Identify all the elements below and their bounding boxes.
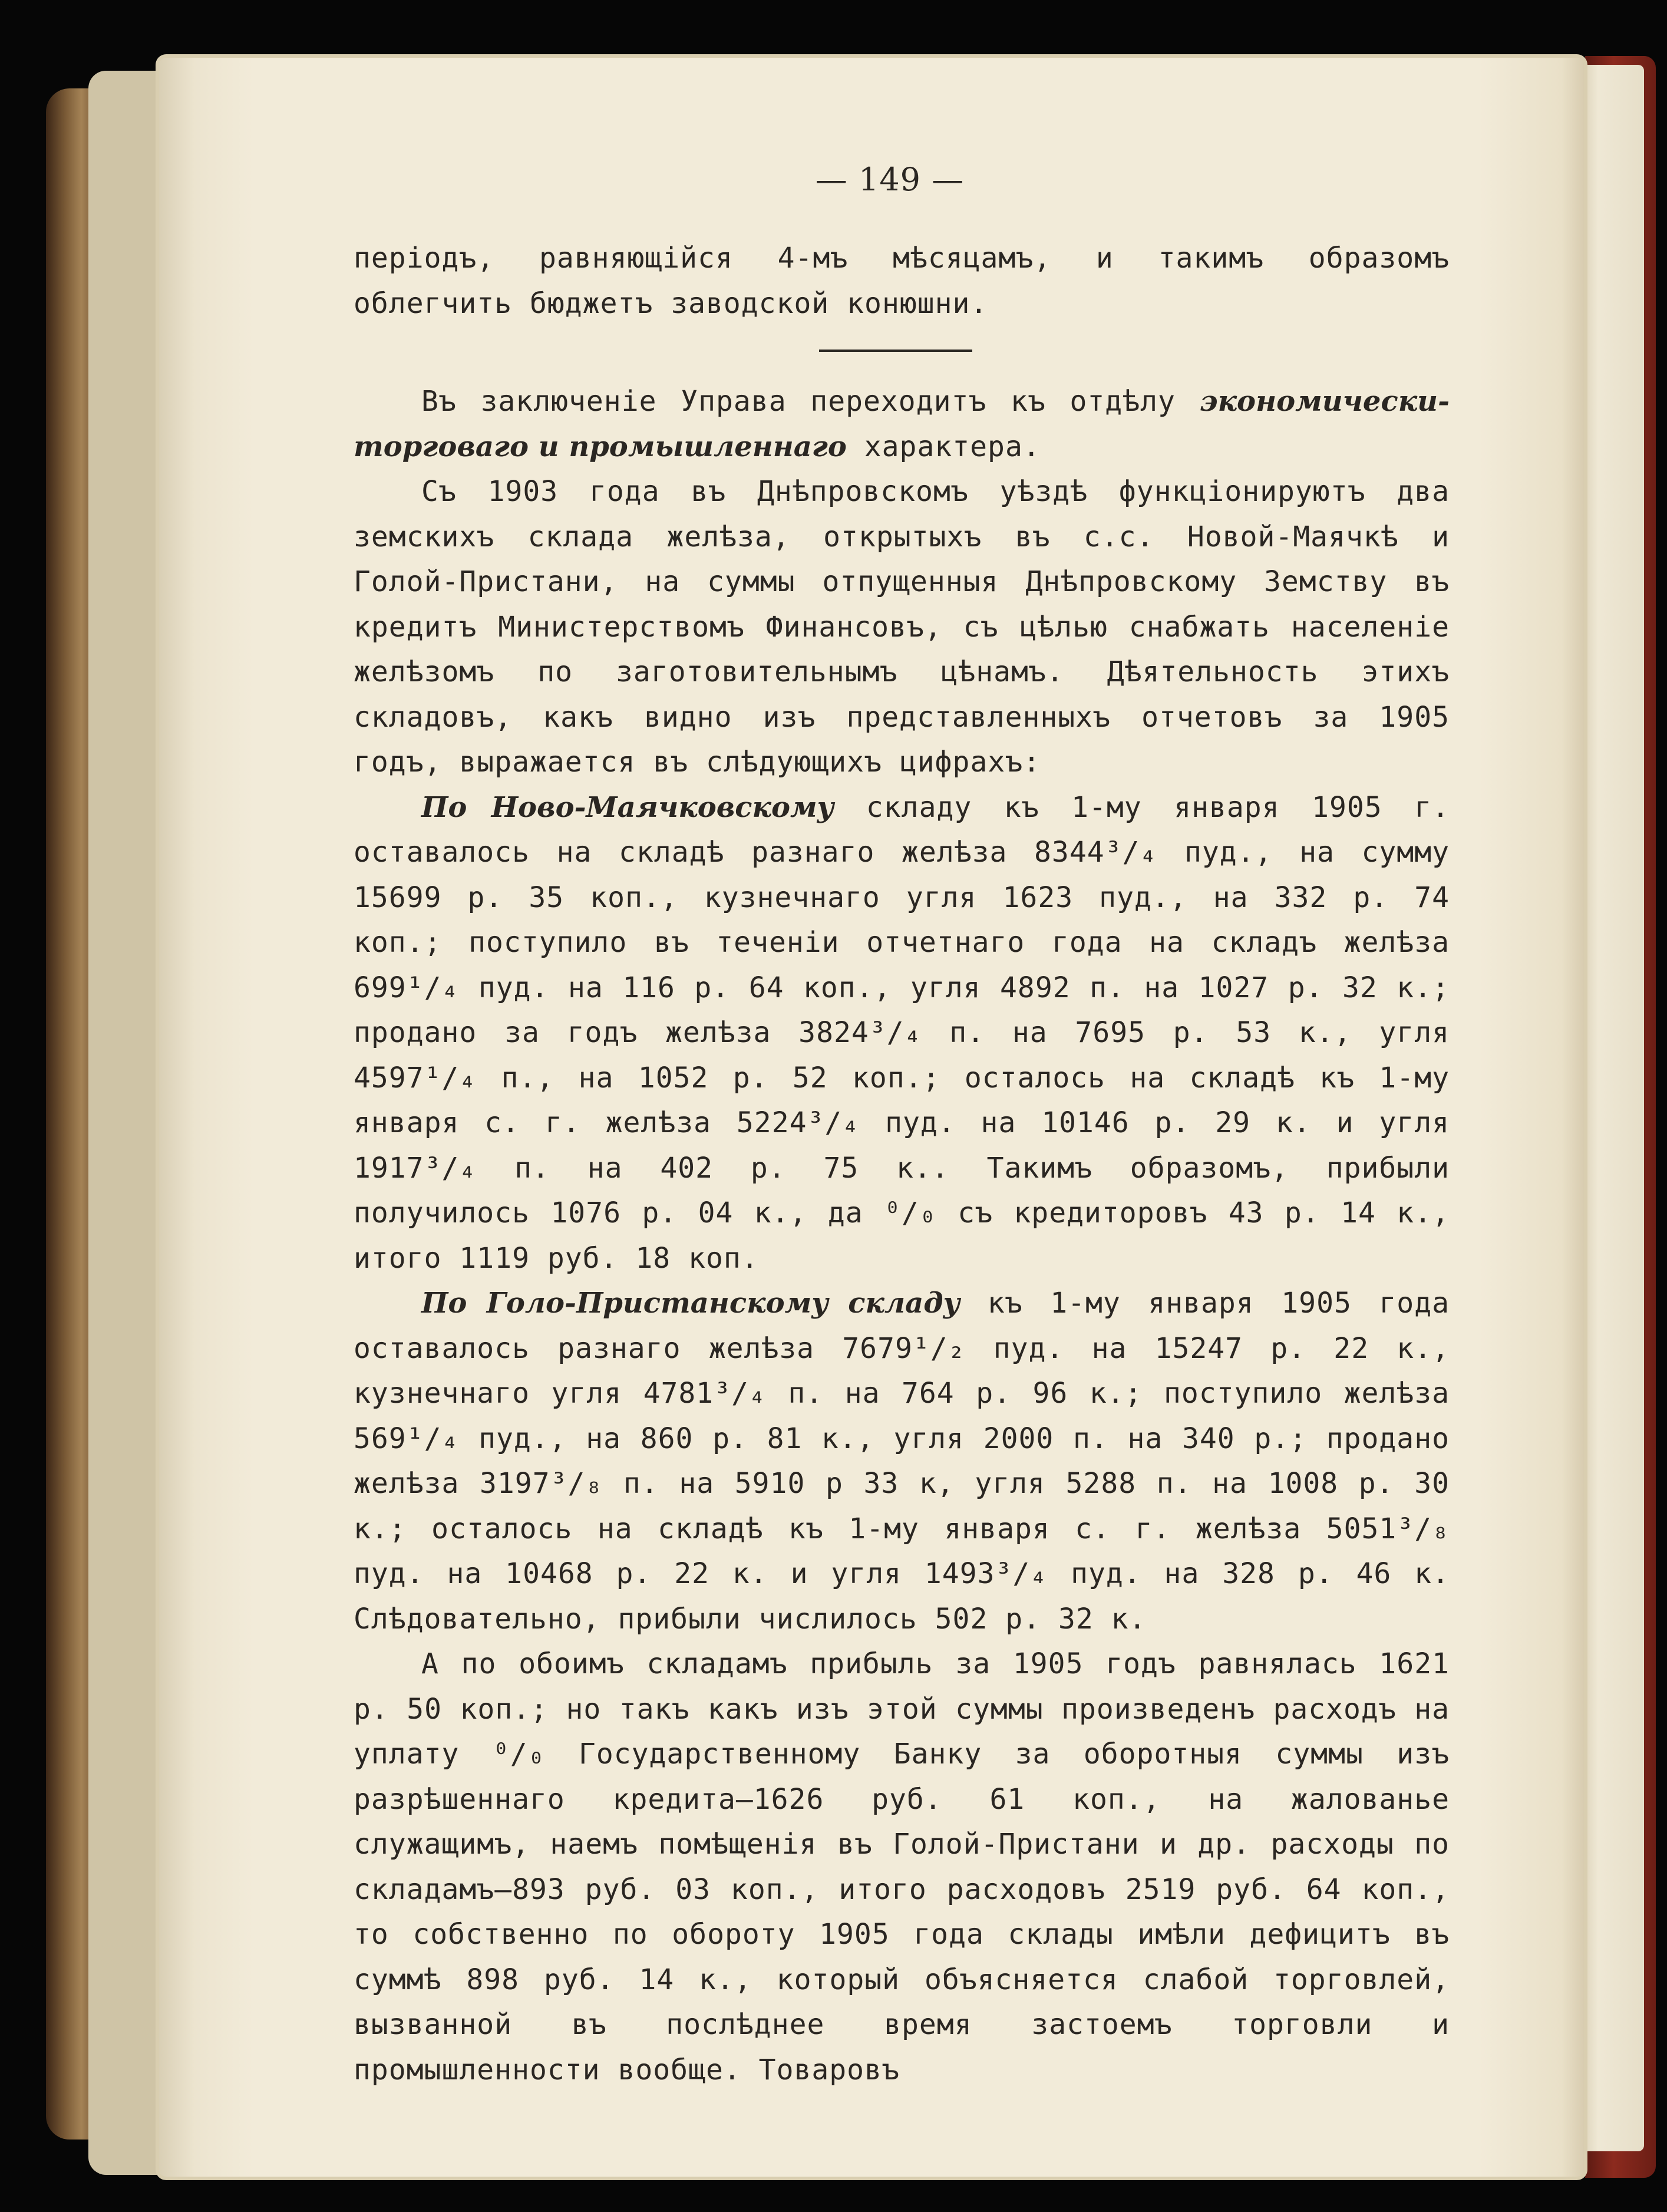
paragraph-4-text: складу къ 1-му января 1905 г. оставалось на складѣ разнаго желѣза 8344³/₄ пуд., на сумму 15699 р. 35 коп., кузнечнаго угля 1623 пуд., на 332 р. 74 коп.; поступило въ теченіи отчетнаго года на складъ желѣза 699¹/₄ пуд. на 116 р. 64 коп., угля 4892 п. на 1027 р. 32 к.; продано за годъ желѣза 3824³/₄ п. на 7695 р. 53 к., угля 4597¹/₄ п., на 1052 р. 52 коп.; осталось на складѣ къ 1-му января с. г. желѣза 5224³/₄ пуд. на 10146 р. 29 к. и угля 1917³/₄ п. на 402 р. 75 к.. Такимъ образомъ, прибыли получилось 1076 р. 04 к., да ⁰/₀ съ кредиторовъ 43 р. 14 к., итого 1119 руб. 18 коп.	[354, 790, 1450, 1275]
paragraph-6: А по обоимъ складамъ прибыль за 1905 годъ равнялась 1621 р. 50 коп.; но такъ какъ изъ этой суммы произведенъ расходъ на уплату ⁰/₀ Государственному Банку за оборотныя суммы изъ разрѣшеннаго кредита—1626 руб. 61 коп., на жалованье служащимъ, наемъ помѣщенія въ Голой-Пристани и др. расходы по складамъ—893 руб. 03 коп., итого расходовъ 2519 руб. 64 коп., то собственно по обороту 1905 года склады имѣли дефицитъ въ суммѣ 898 руб. 14 к., который объясняется слабой торговлей, вызванной въ послѣднее время застоемъ торговли и промышленности вообще. Товаровъ	[354, 1647, 1450, 2086]
paragraph-3: Съ 1903 года въ Днѣпровскомъ уѣздѣ функціонируютъ два земскихъ склада желѣза, открытыхъ въ с.с. Новой-Маячкѣ и Голой-Пристани, на суммы отпущенныя Днѣпровскому Земству въ кредитъ Министерствомъ Финансовъ, съ цѣлью снабжать населеніе желѣзомъ по заготовительнымъ цѣнамъ. Дѣятельность этихъ складовъ, какъ видно изъ представленныхъ отчетовъ за 1905 годъ, выражается въ слѣдующихъ цифрахъ:	[354, 475, 1450, 779]
section-divider	[819, 350, 972, 352]
paragraph-2-text: Въ заключеніе Управа переходитъ къ отдѣлу	[421, 385, 1200, 418]
paragraph-5	[354, 1281, 1450, 1641]
page-text	[354, 159, 1450, 2092]
paragraph-1: періодъ, равняющійся 4-мъ мѣсяцамъ, и такимъ образомъ облегчить бюджетъ заводской конюшни.	[354, 242, 1450, 320]
paragraph-2	[354, 379, 1450, 469]
paragraph-2-end: характера.	[846, 430, 1041, 463]
page-number: — 149 —	[815, 161, 965, 198]
paragraph-4	[354, 785, 1450, 1281]
paragraph-4-emphasis: По Ново-Маячковскому	[421, 790, 834, 824]
paragraph-5-emphasis: По Голо-Пристанскому складу	[421, 1287, 960, 1320]
paragraph-5-text: къ 1-му января 1905 года оставалось разнаго желѣза 7679¹/₂ пуд. на 15247 р. 22 к., кузнечнаго угля 4781³/₄ п. на 764 р. 96 к.; поступило желѣза 569¹/₄ пуд., на 860 р. 81 к., угля 2000 п. на 340 р.; продано желѣза 3197³/₈ п. на 5910 р 33 к, угля 5288 п. на 1008 р. 30 к.; осталось на складѣ къ 1-му января с. г. желѣза 5051³/₈ пуд. на 10468 р. 22 к. и угля 1493³/₄ пуд. на 328 р. 46 к. Слѣдовательно, прибыли числилось 502 р. 32 к.	[354, 1287, 1450, 1636]
paragraph-2-emphasis: экономически-торговаго и промышленнаго	[354, 385, 1450, 463]
